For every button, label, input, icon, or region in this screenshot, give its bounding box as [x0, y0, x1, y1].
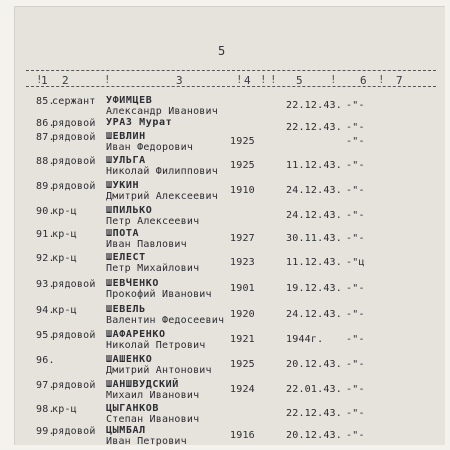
row-date: 11.12.43. [286, 160, 342, 171]
header-col-2: 2 [62, 74, 69, 87]
row-date: 19.12.43. [286, 283, 342, 294]
row-ditto-mark: -"- [346, 283, 365, 294]
row-date: 24.12.43. [286, 210, 342, 221]
header-rule-top [26, 70, 436, 71]
row-given-name: Иван Федорович [106, 142, 194, 153]
row-surname: ШАНШВУДСКИЙ [106, 379, 179, 390]
row-surname: ЦЫГАНКОВ [106, 403, 159, 414]
row-date: 22.12.43. [286, 100, 342, 111]
row-surname: УФИМЦЕВ [106, 95, 153, 106]
row-ditto-mark: -"- [346, 160, 365, 171]
row-birth-year: 1927 [230, 233, 255, 244]
row-given-name: Петр Алексеевич [106, 216, 200, 227]
row-birth-year: 1916 [230, 430, 255, 441]
table-row [0, 251, 450, 275]
header-separator: ! [378, 73, 385, 86]
table-row [0, 154, 450, 178]
row-number: 91. [36, 229, 55, 240]
row-rank: рядовой [52, 156, 96, 167]
row-rank: кр-ц [52, 253, 77, 264]
row-surname: ШПИЛЬКО [106, 205, 153, 216]
header-separator: ! [270, 73, 277, 86]
row-date: 22.12.43. [286, 122, 342, 133]
row-surname: ШЕВЕЛЬ [106, 304, 146, 315]
table-row [0, 303, 450, 327]
header-col-6: 6 [360, 74, 367, 87]
row-ditto-mark: -"- [346, 359, 365, 370]
row-surname: ШАФАРЕНКО [106, 329, 166, 340]
row-birth-year: 1925 [230, 160, 255, 171]
row-number: 97. [36, 380, 55, 391]
row-date: 20.12.43. [286, 430, 342, 441]
row-surname: ШПОТА [106, 228, 140, 239]
header-separator: ! [236, 73, 243, 86]
table-row [0, 227, 450, 251]
row-ditto-mark: -"- [346, 122, 365, 133]
row-number: 88. [36, 156, 55, 167]
row-given-name: Иван Петрович [106, 436, 187, 447]
row-number: 85. [36, 96, 55, 107]
row-rank: рядовой [52, 279, 96, 290]
row-birth-year: 1925 [230, 136, 255, 147]
header-col-3: 3 [176, 74, 183, 87]
row-given-name: Степан Иванович [106, 414, 200, 425]
row-given-name: Петр Михайлович [106, 263, 200, 274]
row-rank: сержант [52, 96, 96, 107]
row-rank: кр-ц [52, 305, 77, 316]
header-separator: ! [260, 73, 267, 86]
row-given-name: Прокофий Иванович [106, 289, 212, 300]
row-ditto-mark: -"ц [346, 257, 365, 268]
row-surname: ШЕВЛИН [106, 131, 146, 142]
header-col-5: 5 [296, 74, 303, 87]
row-given-name: Иван Павлович [106, 239, 187, 250]
row-surname: ШАШЕНКО [106, 354, 153, 365]
row-rank: рядовой [52, 330, 96, 341]
row-number: 96. [36, 355, 55, 366]
row-number: 89. [36, 181, 55, 192]
row-number: 87. [36, 132, 55, 143]
table-row [0, 424, 450, 448]
row-given-name: Дмитрий Антонович [106, 365, 212, 376]
row-date: 20.12.43. [286, 359, 342, 370]
row-number: 99. [36, 426, 55, 437]
header-separator: ! [36, 73, 43, 86]
row-birth-year: 1923 [230, 257, 255, 268]
row-birth-year: 1924 [230, 384, 255, 395]
table-row [0, 130, 450, 154]
row-ditto-mark: -"- [346, 136, 365, 147]
row-number: 90. [36, 206, 55, 217]
row-rank: рядовой [52, 132, 96, 143]
row-surname: УРАЗ Мурат [106, 117, 173, 128]
table-row [0, 353, 450, 377]
table-row [0, 328, 450, 352]
row-birth-year: 1920 [230, 309, 255, 320]
row-date: 22.12.43. [286, 408, 342, 419]
row-ditto-mark: -"- [346, 233, 365, 244]
page-number: 5 [218, 44, 226, 58]
row-ditto-mark: -"- [346, 430, 365, 441]
row-rank: кр-ц [52, 229, 77, 240]
row-date: 24.12.43. [286, 185, 342, 196]
row-number: 93. [36, 279, 55, 290]
table-row [0, 179, 450, 203]
table-row [0, 94, 450, 118]
row-date: 30.11.43. [286, 233, 342, 244]
row-rank: кр-ц [52, 404, 77, 415]
row-surname: ЦЫМБАЛ [106, 425, 146, 436]
table-row [0, 378, 450, 402]
row-surname: ШУКИН [106, 180, 140, 191]
row-ditto-mark: -"- [346, 309, 365, 320]
row-birth-year: 1901 [230, 283, 255, 294]
row-given-name: Александр Иванович [106, 106, 218, 117]
header-col-4: 4 [244, 74, 251, 87]
table-row [0, 204, 450, 228]
row-ditto-mark: -"- [346, 210, 365, 221]
row-birth-year: 1910 [230, 185, 255, 196]
row-surname: ШЕЛЕСТ [106, 252, 146, 263]
row-given-name: Михаил Иванович [106, 390, 200, 401]
header-col-1: 1 [41, 74, 48, 87]
row-rank: рядовой [52, 181, 96, 192]
row-rank: кр-ц [52, 206, 77, 217]
row-ditto-mark: -"- [346, 408, 365, 419]
row-number: 86. [36, 118, 55, 129]
row-given-name: Николай Филиппович [106, 166, 218, 177]
row-date: 11.12.43. [286, 257, 342, 268]
row-given-name: Николай Петрович [106, 340, 206, 351]
row-given-name: Валентин Федосеевич [106, 315, 225, 326]
row-ditto-mark: -"- [346, 384, 365, 395]
row-birth-year: 1921 [230, 334, 255, 345]
row-ditto-mark: -"- [346, 334, 365, 345]
row-rank: рядовой [52, 380, 96, 391]
row-given-name: Дмитрий Алексеевич [106, 191, 218, 202]
header-rule-bottom [26, 86, 436, 87]
row-rank: рядовой [52, 118, 96, 129]
row-birth-year: 1925 [230, 359, 255, 370]
row-number: 92. [36, 253, 55, 264]
row-number: 95. [36, 330, 55, 341]
header-col-7: 7 [396, 74, 403, 87]
row-date: 24.12.43. [286, 309, 342, 320]
row-number: 98. [36, 404, 55, 415]
row-date: 22.01.43. [286, 384, 342, 395]
table-row [0, 277, 450, 301]
row-date: 1944г. [286, 334, 324, 345]
header-separator: ! [104, 73, 111, 86]
header-separator: ! [330, 73, 337, 86]
row-rank: рядовой [52, 426, 96, 437]
row-ditto-mark: -"- [346, 100, 365, 111]
row-surname: ШЕВЧЕНКО [106, 278, 159, 289]
row-ditto-mark: -"- [346, 185, 365, 196]
table-row [0, 402, 450, 426]
row-surname: ШУЛЬГА [106, 155, 146, 166]
row-number: 94. [36, 305, 55, 316]
